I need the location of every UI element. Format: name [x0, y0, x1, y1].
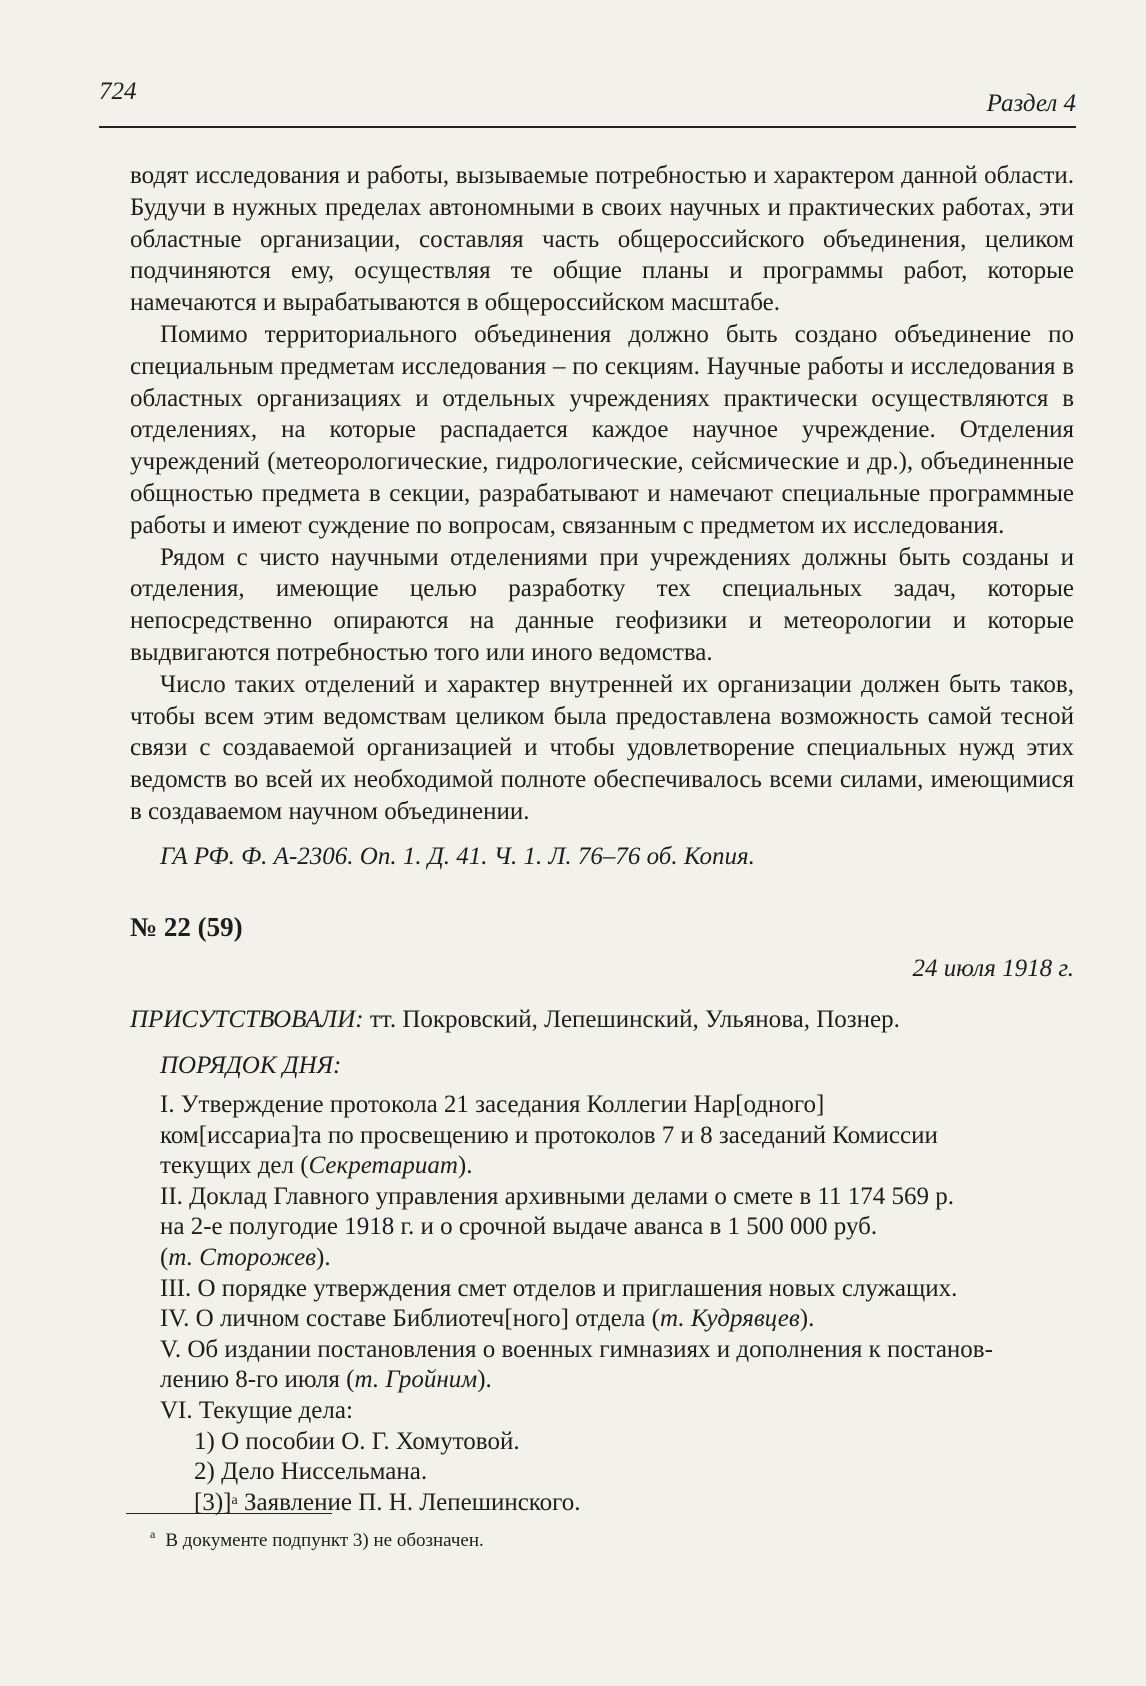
paragraph: водят исследования и работы, вызываемые потребностью и характером данной области. Будучи в нужных пределах автономными в своих научных и практических работах, эти областные организации, составляя часть общероссийского объединения, целиком подчиняются ему, осуществляя те общие планы и программы работ, которые намечаются и вырабатываются в общероссийском масштабе. — [130, 162, 1074, 317]
paragraph: Помимо территориального объединения должно быть создано объединение по специальным предметам исследования – по секциям. Научные работы и исследования в областных организациях и отдельных учреждениях практически осуществляются в отделениях, на которые распадается каждое научное учреждение. Отделения учреждений (метеорологические, гидрологические, сейсмические и др.), объединенные общностью предмета в секции, разрабатывают и намечают специальные программные работы и имеют суждение по вопросам, связанным с предметом их исследования. — [130, 320, 1074, 539]
section-title: Раздел 4 — [986, 90, 1076, 117]
archive-reference: ГА РФ. Ф. А-2306. Оп. 1. Д. 41. Ч. 1. Л. 76–76 об. Копия. — [160, 843, 755, 870]
footnote-ref: а — [231, 1492, 238, 1508]
agenda-subitem: 1) О пособии О. Г. Хомутовой. — [194, 1427, 520, 1455]
body-text — [130, 160, 1074, 828]
agenda-item-5: V. Об издании постановления о военных гимназиях и дополнения к постанов- лению 8-го июля (т. Гройним). — [160, 1335, 993, 1394]
agenda-list — [160, 1090, 1074, 1518]
attendees-line — [130, 1004, 900, 1036]
agenda-title: ПОРЯДОК ДНЯ: — [160, 1052, 342, 1079]
attendees-names: тт. Покровский, Лепешинский, Ульянова, Познер. — [363, 1006, 900, 1033]
attendees-label: ПРИСУТСТВОВАЛИ: — [130, 1006, 364, 1033]
agenda-subitem: 2) Дело Ниссельмана. — [194, 1458, 428, 1486]
agenda-subitem: $[3)]^а$ Заявление П. Н. Лепешинского. — [194, 1488, 581, 1516]
header-rule — [99, 126, 1076, 128]
page-header — [99, 72, 1076, 132]
footnote-rule — [126, 1513, 332, 1514]
agenda-item-6: VI. Текущие дела: — [160, 1396, 353, 1424]
agenda-item-2: II. Доклад Главного управления архивными делами о смете в 11 174 569 р. на 2-е полугодие 1918 г. и о срочной выдаче аванса в 1 500 000 руб. (т. Сторожев). — [160, 1182, 955, 1271]
page-number: 724 — [99, 78, 137, 105]
agenda-item-3: III. О порядке утверждения смет отделов и приглашения новых служащих. — [160, 1274, 958, 1302]
footnote — [150, 1527, 484, 1552]
footnote-text: В документе подпункт 3) не обозначен. — [165, 1530, 484, 1551]
agenda-item-4: IV. О личном составе Библиотеч[ного] отдела (т. Кудрявцев). — [160, 1305, 815, 1333]
paragraph: Рядом с чисто научными отделениями при учреждениях должны быть созданы и отделения, имеющие целью разработку тех специальных задач, которые непосредственно опираются на данные геофизики и метеорологии и которые выдвигаются потребностью того или иного ведомства. — [130, 543, 1074, 666]
document-number: № 22 (59) — [130, 912, 243, 942]
footnote-mark: а — [150, 1527, 156, 1541]
agenda-item-1: I. Утверждение протокола 21 заседания Коллегии Нар[одного] ком[иссариа]та по просвещению и протоколов 7 и 8 заседаний Комиссии текущих дел (Секретариат). — [160, 1091, 938, 1180]
paragraph: Число таких отделений и характер внутренней их организации должен быть таков, чтобы всем этим ведомствам целиком была предоставлена возможность самой тесной связи с создаваемой организацией и чтобы удовлетворение специальных нужд этих ведомств во всей их необходимой полноте обеспечивалось всеми силами, имеющимися в создаваемом научном объединении. — [130, 670, 1074, 825]
document-date: 24 июля 1918 г. — [912, 955, 1074, 982]
